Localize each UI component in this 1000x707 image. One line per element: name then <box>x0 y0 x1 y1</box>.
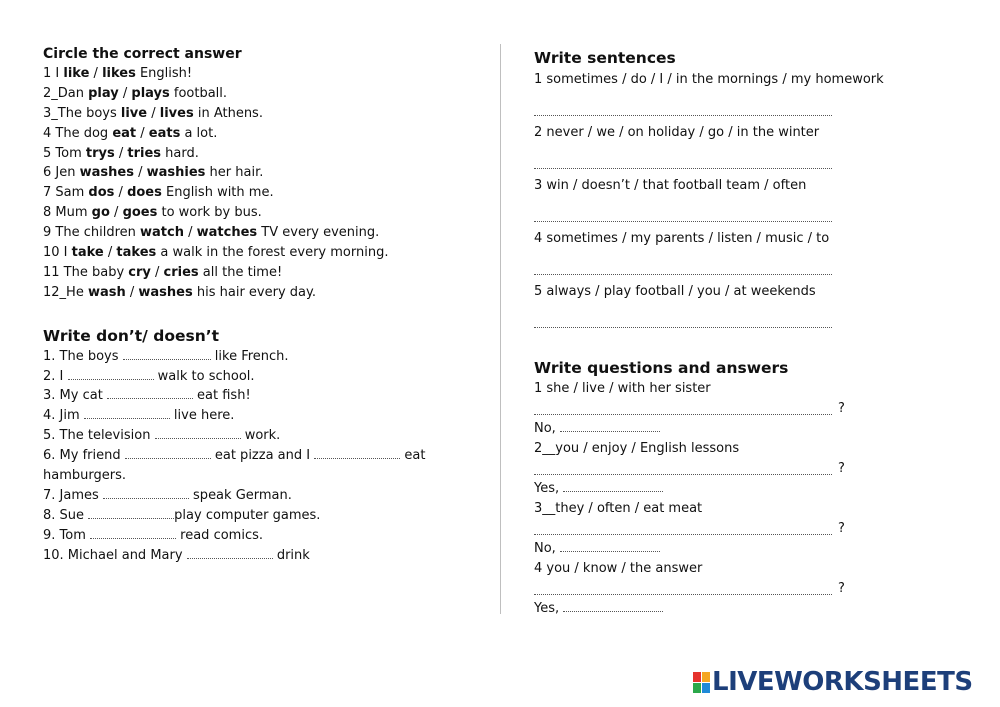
logo-text: LIVEWORKSHEETS <box>712 667 973 697</box>
sentence-prompt: 4 sometimes / my parents / listen / music / to <box>534 231 830 246</box>
option-separator: / <box>109 205 123 221</box>
dont-item <box>43 347 483 367</box>
circle-item-text: in Athens. <box>193 105 263 121</box>
answer-blank[interactable] <box>103 487 189 499</box>
answer-blank[interactable] <box>88 507 174 519</box>
column-divider <box>500 44 501 614</box>
option-separator: / <box>118 85 132 101</box>
answer-blank[interactable] <box>534 316 832 328</box>
answer-word: Yes, <box>534 481 560 496</box>
circle-item-text: 8 Mum <box>43 205 92 221</box>
dont-item-text: eat fish! <box>192 388 251 404</box>
dont-item-text: like French. <box>210 348 289 364</box>
option-b[interactable]: likes <box>102 66 136 81</box>
answer-word: No, <box>534 421 556 436</box>
option-separator: / <box>114 185 128 201</box>
option-separator: / <box>114 145 128 161</box>
option-b[interactable]: cries <box>163 264 199 280</box>
answer-blank[interactable] <box>534 263 832 275</box>
question-line <box>534 399 954 419</box>
option-separator: / <box>183 225 197 241</box>
circle-item <box>43 124 483 144</box>
question-mark: ? <box>838 401 845 416</box>
answer-blank[interactable] <box>560 420 660 432</box>
circle-item <box>43 144 483 164</box>
answer-blank[interactable] <box>560 540 660 552</box>
qa-prompt: 4 you / know / the answer <box>534 561 703 576</box>
option-b[interactable]: takes <box>116 245 157 261</box>
sentence-answer-line <box>534 143 954 176</box>
dont-item-text: 2. I <box>43 368 68 384</box>
answer-blank[interactable] <box>84 407 170 419</box>
qa-prompt: 2__you / enjoy / English lessons <box>534 441 740 456</box>
left-column <box>43 44 483 565</box>
dont-item-text: read comics. <box>176 527 264 543</box>
option-b[interactable]: tries <box>127 145 162 161</box>
question-blank[interactable] <box>534 403 832 415</box>
circle-item-text: to work by bus. <box>157 205 262 221</box>
circle-item-text: 6 Jen <box>43 165 80 181</box>
answer-blank[interactable] <box>187 547 273 559</box>
answer-blank[interactable] <box>155 427 241 439</box>
circle-item <box>43 283 483 303</box>
option-b[interactable]: lives <box>159 105 194 121</box>
logo-icon <box>693 672 710 693</box>
question-blank[interactable] <box>534 463 832 475</box>
dont-item-text: 4. Jim <box>43 408 84 424</box>
circle-item <box>43 163 483 183</box>
qa-section-title: Write questions and answers <box>534 359 789 377</box>
answer-blank[interactable] <box>123 348 211 360</box>
answer-line <box>534 419 954 439</box>
answer-blank[interactable] <box>68 368 154 380</box>
option-separator: / <box>147 105 160 121</box>
circle-item-text: 10 I <box>43 245 72 261</box>
liveworksheets-logo <box>693 667 973 697</box>
circle-item <box>43 223 483 243</box>
option-a[interactable]: trys <box>85 145 115 161</box>
question-blank[interactable] <box>534 523 832 535</box>
circle-item-text: a lot. <box>180 125 218 141</box>
dont-list <box>43 347 483 566</box>
answer-blank[interactable] <box>534 157 832 169</box>
option-b[interactable]: washes <box>138 284 193 300</box>
dont-item-text: work. <box>240 428 281 444</box>
sentence-prompt: 3 win / doesn’t / that football team / often <box>534 178 807 193</box>
answer-blank[interactable] <box>90 527 176 539</box>
dont-item <box>43 466 483 486</box>
option-a[interactable]: eat <box>112 125 137 141</box>
option-a[interactable]: wash <box>87 284 126 300</box>
dont-item-text: 7. James <box>43 487 103 503</box>
dont-item-text: eat pizza and I <box>210 448 315 464</box>
option-a[interactable]: dos <box>88 185 115 201</box>
circle-item-text: English! <box>135 66 193 81</box>
logo-square-red <box>693 672 701 682</box>
dont-item-text: drink <box>272 547 310 563</box>
option-b[interactable]: eats <box>148 125 181 141</box>
dont-item <box>43 546 483 566</box>
option-a[interactable]: washes <box>79 165 134 181</box>
circle-item-text: 4 The dog <box>43 125 113 141</box>
dont-item-text: play computer games. <box>174 507 321 523</box>
sentences-list <box>534 70 954 335</box>
dont-item <box>43 386 483 406</box>
option-b[interactable]: plays <box>131 85 170 101</box>
sentence-prompt: 2 never / we / on holiday / go / in the winter <box>534 125 820 140</box>
answer-blank[interactable] <box>563 480 663 492</box>
dont-section-title: Write don’t/ doesn’t <box>43 326 220 345</box>
circle-list <box>43 64 483 303</box>
circle-item <box>43 203 483 223</box>
logo-square-green <box>693 683 701 693</box>
option-separator: / <box>89 66 103 81</box>
option-b[interactable]: washies <box>146 165 206 181</box>
circle-item-text: 9 The children <box>43 225 141 241</box>
option-a[interactable]: like <box>63 66 90 81</box>
question-mark: ? <box>838 461 845 476</box>
option-a[interactable]: go <box>91 205 110 221</box>
question-mark: ? <box>838 581 845 596</box>
dont-item <box>43 406 483 426</box>
circle-item-text: 2_Dan <box>43 85 89 101</box>
option-a[interactable]: play <box>88 85 119 101</box>
option-b[interactable]: goes <box>122 205 158 221</box>
answer-line <box>534 599 954 619</box>
circle-item-text: her hair. <box>205 165 264 181</box>
dont-item-text: 9. Tom <box>43 527 91 543</box>
qa-list <box>534 379 954 619</box>
circle-item <box>43 243 483 263</box>
answer-blank[interactable] <box>563 600 663 612</box>
circle-item-text: English with me. <box>161 185 274 201</box>
logo-square-orange <box>702 672 710 682</box>
circle-item-text: 1 I <box>43 66 64 81</box>
dont-item-text: 10. Michael and Mary <box>43 547 187 563</box>
dont-item <box>43 426 483 446</box>
circle-section-title: Circle the correct answer <box>43 46 242 62</box>
answer-blank[interactable] <box>125 447 211 459</box>
sentences-section-title: Write sentences <box>534 49 676 67</box>
answer-word: No, <box>534 541 556 556</box>
option-a[interactable]: take <box>71 245 104 261</box>
option-a[interactable]: live <box>120 105 148 121</box>
dont-item-text: speak German. <box>188 487 292 503</box>
circle-item-text: all the time! <box>198 264 283 280</box>
sentence-answer-line <box>534 249 954 282</box>
circle-item-text: 12_He <box>43 284 88 300</box>
answer-blank[interactable] <box>534 104 832 116</box>
circle-item <box>43 84 483 104</box>
option-b[interactable]: does <box>127 185 162 201</box>
circle-item <box>43 64 483 84</box>
answer-blank[interactable] <box>314 447 400 459</box>
dont-item-text: 3. My cat <box>43 388 107 404</box>
dont-item <box>43 486 483 506</box>
sentence-answer-line <box>534 196 954 229</box>
dont-item-text: 8. Sue <box>43 507 89 523</box>
qa-prompt: 3__they / often / eat meat <box>534 501 703 516</box>
logo-square-blue <box>702 683 710 693</box>
circle-item-text: TV every evening. <box>257 225 380 241</box>
sentence-answer-line <box>534 302 954 335</box>
right-column <box>534 44 954 619</box>
option-a[interactable]: cry <box>128 264 151 280</box>
dont-item <box>43 506 483 526</box>
option-separator: / <box>103 245 117 261</box>
option-b[interactable]: watches <box>196 225 258 241</box>
answer-blank[interactable] <box>534 210 832 222</box>
circle-item-text: 7 Sam <box>43 185 89 201</box>
question-line <box>534 519 954 539</box>
dont-item <box>43 526 483 546</box>
question-blank[interactable] <box>534 583 832 595</box>
qa-prompt: 1 she / live / with her sister <box>534 381 711 396</box>
option-a[interactable]: watch <box>140 225 184 241</box>
dont-item-text: eat <box>400 448 426 464</box>
dont-item-text: 6. My friend <box>43 448 125 464</box>
circle-item-text: 5 Tom <box>43 145 86 161</box>
circle-item-text: football. <box>169 85 228 101</box>
answer-word: Yes, <box>534 601 560 616</box>
circle-item-text: hard. <box>161 145 199 161</box>
dont-item <box>43 367 483 387</box>
dont-item-text: hamburgers. <box>43 468 126 484</box>
option-separator: / <box>136 125 149 141</box>
circle-item <box>43 263 483 283</box>
circle-item-text: a walk in the forest every morning. <box>156 245 389 261</box>
question-mark: ? <box>838 521 845 536</box>
dont-item-text: walk to school. <box>153 368 255 384</box>
dont-item-text: 5. The television <box>43 428 155 444</box>
answer-blank[interactable] <box>107 387 193 399</box>
sentence-prompt: 5 always / play football / you / at weekends <box>534 284 816 299</box>
option-separator: / <box>133 165 147 181</box>
dont-item-text: 1. The boys <box>43 348 123 364</box>
circle-item <box>43 104 483 124</box>
circle-item-text: 3_The boys <box>43 105 121 121</box>
question-line <box>534 579 954 599</box>
option-separator: / <box>125 284 139 300</box>
question-line <box>534 459 954 479</box>
dont-item-text: live here. <box>169 408 235 424</box>
circle-item <box>43 183 483 203</box>
circle-item-text: 11 The baby <box>43 264 129 280</box>
answer-line <box>534 539 954 559</box>
option-separator: / <box>150 264 164 280</box>
circle-item-text: his hair every day. <box>192 284 316 300</box>
dont-item <box>43 446 483 466</box>
answer-line <box>534 479 954 499</box>
sentence-prompt: 1 sometimes / do / I / in the mornings / my homework <box>534 72 884 87</box>
sentence-answer-line <box>534 90 954 123</box>
